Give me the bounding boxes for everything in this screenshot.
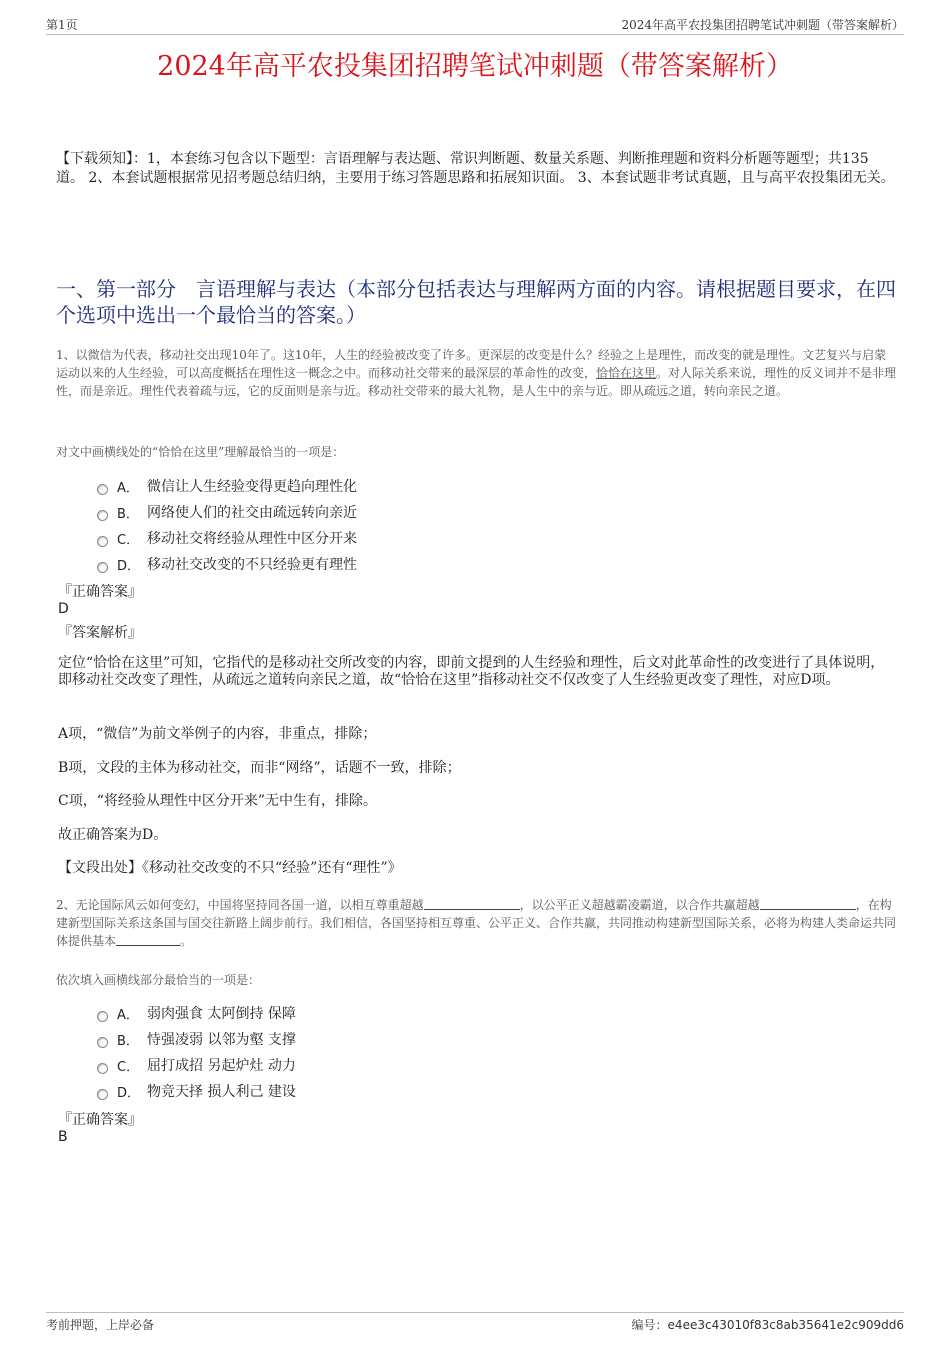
answer-label: 『正确答案』 [58, 584, 142, 600]
option-text: 恃强凌弱 以邻为壑 支撑 [147, 1032, 296, 1048]
passage-source: 【文段出处】《移动社交改变的不只“经验”还有“理性”》 [58, 860, 402, 876]
radio-icon[interactable] [97, 536, 108, 547]
page-title: 2024年高平农投集团招聘笔试冲刺题（带答案解析） [157, 51, 793, 82]
radio-icon[interactable] [97, 562, 108, 573]
fill-blank [116, 933, 180, 946]
passage-text: 。 [180, 934, 193, 948]
question-2-options [97, 1000, 296, 1104]
option-b[interactable] [97, 1026, 296, 1052]
option-text: 移动社交将经验从理性中区分开来 [147, 531, 357, 547]
option-c[interactable] [97, 525, 357, 551]
passage-text: 。对人际关系来说，理性的反义词并不是非理性，而是亲近。理性代表着疏与远，它的反面则是亲与近。移动社交带来的最大礼物，是人生中的亲与近。即从疏远之道，转向亲民之道。 [56, 366, 897, 398]
option-d[interactable] [97, 1078, 296, 1104]
option-text: 屈打成招 另起炉灶 动力 [147, 1058, 296, 1074]
page-header [46, 14, 904, 35]
option-letter: C． [117, 1059, 140, 1075]
option-letter: A． [117, 1007, 139, 1023]
fill-blank [760, 897, 856, 910]
passage-text: ，在构建新型国际关系这条国与国交往新路上阔步前行。我们相信，各国坚持相互尊重、公平正义、合作共赢，共同推动构建新型国际关系，必将为构建人类命运共同体提供基本 [56, 898, 897, 948]
option-letter: B． [117, 506, 139, 522]
option-text: 物竞天择 损人利己 建设 [147, 1084, 296, 1100]
analysis-conclusion: 故正确答案为D。 [58, 827, 168, 843]
document-code [632, 1316, 904, 1333]
option-c[interactable] [97, 1052, 296, 1078]
answer-value: B [58, 1129, 68, 1145]
page-number: 第1页 [46, 18, 78, 32]
option-a[interactable] [97, 473, 357, 499]
radio-icon[interactable] [97, 484, 108, 495]
option-d[interactable] [97, 551, 357, 577]
header-doc-title: 2024年高平农投集团招聘笔试冲刺题（带答案解析） [621, 18, 904, 32]
radio-icon[interactable] [97, 1063, 108, 1074]
question-1-prompt: 对文中画横线处的“恰恰在这里”理解最恰当的一项是： [56, 445, 345, 459]
underlined-phrase: 恰恰在这里 [596, 366, 657, 380]
analysis-note-a: A项，“微信”为前文举例子的内容，非重点，排除； [58, 726, 377, 742]
section-heading: 一、第一部分 言语理解与表达（本部分包括表达与理解两方面的内容。请根据题目要求，在四个选项中选出一个最恰当的答案。） [56, 277, 896, 327]
radio-icon[interactable] [97, 1037, 108, 1048]
radio-icon[interactable] [97, 510, 108, 521]
option-a[interactable] [97, 1000, 296, 1026]
analysis-note-c: C项，“将经验从理性中区分开来”无中生有，排除。 [58, 793, 378, 809]
passage-text: ，以公平正义超越霸凌霸道，以合作共赢超越 [519, 898, 760, 912]
answer-label: 『正确答案』 [58, 1112, 142, 1128]
page-footer [46, 1312, 904, 1335]
code-value: e4ee3c43010f83c8ab35641e2c909dd6 [667, 1318, 904, 1332]
radio-icon[interactable] [97, 1011, 108, 1022]
option-letter: B． [117, 1033, 139, 1049]
option-text: 移动社交改变的不只经验更有理性 [147, 557, 357, 573]
option-text: 网络使人们的社交由疏远转向亲近 [147, 505, 357, 521]
passage-text: 1、以微信为代表，移动社交出现10年了。这10年，人生的经验被改变了许多。更深层的改变是什么？经验之上是理性，而改变的就是理性。文艺复兴与启蒙运动以来的人生经验，可以高度概括在理性这一概念之中。而移动社交带来的最深层的革命性的改变， [56, 348, 887, 380]
question-2-passage [56, 896, 898, 950]
question-1-passage [56, 346, 898, 400]
analysis-text: 定位“恰恰在这里”可知，它指代的是移动社交所改变的内容，即前文提到的人生经验和理性，后文对此革命性的改变进行了具体说明，即移动社交改变了理性，从疏远之道转向亲民之道，故“恰恰在这里”指移动社交不仅改变了人生经验更改变了理性，对应D项。 [58, 655, 885, 688]
footer-slogan: 考前押题，上岸必备 [46, 1318, 155, 1332]
option-letter: D． [117, 1085, 141, 1101]
option-letter: C． [117, 532, 140, 548]
question-1-options [97, 473, 357, 577]
answer-value: D [58, 601, 69, 617]
option-text: 微信让人生经验变得更趋向理性化 [147, 479, 357, 495]
option-letter: A． [117, 480, 139, 496]
analysis-note-b: B项，文段的主体为移动社交，而非“网络”，话题不一致，排除； [58, 760, 461, 776]
code-label: 编号： [631, 1318, 668, 1332]
question-2-prompt: 依次填入画横线部分最恰当的一项是： [56, 973, 261, 987]
passage-text: 2、无论国际风云如何变幻，中国将坚持同各国一道，以相互尊重超越 [56, 898, 424, 912]
radio-icon[interactable] [97, 1089, 108, 1100]
analysis-label: 『答案解析』 [58, 625, 142, 641]
option-b[interactable] [97, 499, 357, 525]
fill-blank [424, 897, 520, 910]
download-notice: 【下载须知】：1，本套练习包含以下题型：言语理解与表达题、常识判断题、数量关系题、判断推理题和资料分析题等题型；共135道。 2、本套试题根据常见招考题总结归纳，主要用于练习答题思路和拓展知识面。 3、本套试题非考试真题，且与高平农投集团无关。 [56, 151, 895, 186]
option-text: 弱肉强食 太阿倒持 保障 [147, 1006, 296, 1022]
option-letter: D． [117, 558, 141, 574]
